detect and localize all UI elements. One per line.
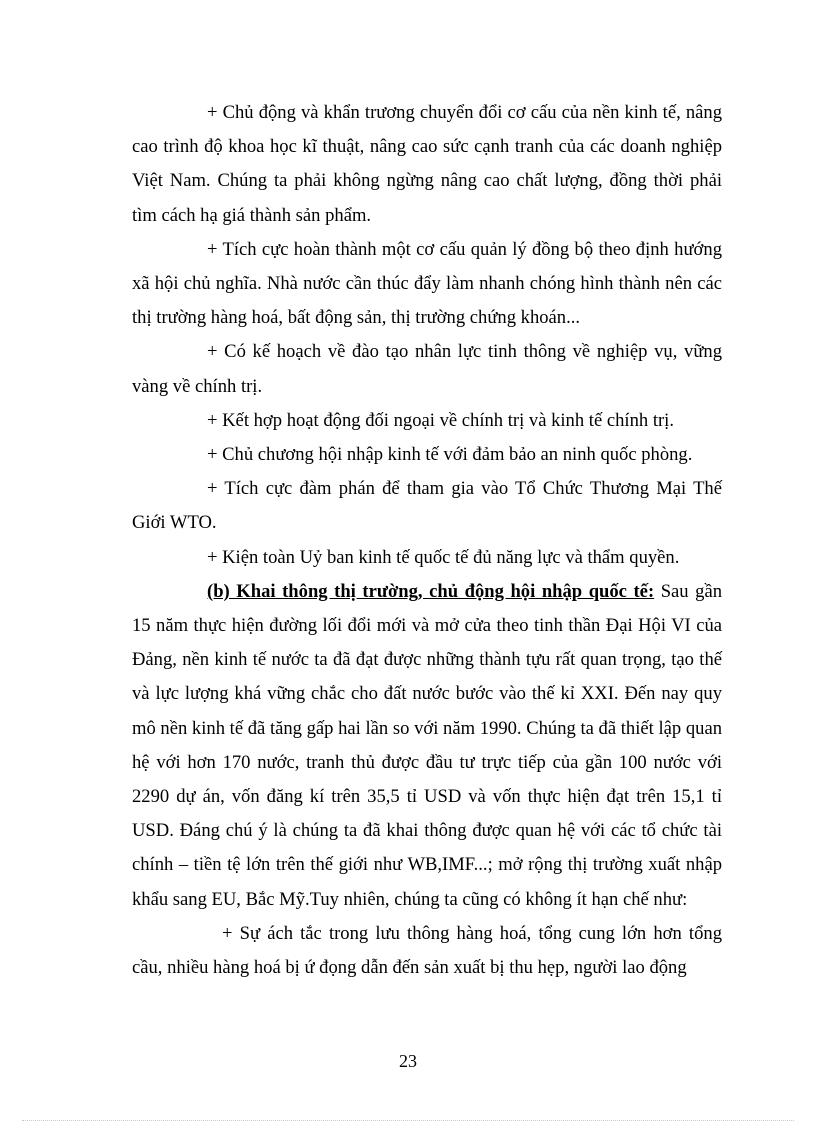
bullet-paragraph-6: + Tích cực đàm phán để tham gia vào Tổ Chức Thương Mại Thế Giới WTO. — [132, 478, 722, 534]
bullet-paragraph-2: + Tích cực hoàn thành một cơ cấu quản lý đồng bộ theo định hướng xã hội chủ nghĩa. Nhà nước cần thúc đẩy làm nhanh chóng hình thành nên các thị trường hàng hoá, bất động sản, thị trường chứng khoán... — [132, 238, 722, 329]
bullet-paragraph-3: + Có kế hoạch về đào tạo nhân lực tinh thông về nghiệp vụ, vững vàng về chính trị. — [132, 341, 722, 397]
section-body: Sau gần 15 năm thực hiện đường lối đổi mới và mở cửa theo tinh thần Đại Hội VI của Đảng, nền kinh tế nước ta đã đạt được những thành tựu rất quan trọng, tạo thế và lực lượng khá vững chắc cho đất nước bước vào thế kỉ XXI. Đến nay quy mô nền kinh tế đã tăng gấp hai lần so với năm 1990. Chúng ta đã thiết lập quan hệ với hơn 170 nước, tranh thủ được đầu tư trực tiếp của gần 100 nước với 2290 dự án, vốn đăng kí trên 35,5 tỉ USD và vốn thực hiện đạt trên 15,1 tỉ USD. Đáng chú ý là chúng ta đã khai thông được quan hệ với các tổ chức tài chính – tiền tệ lớn trên thế giới như WB,IMF...; mở rộng thị trường xuất nhập khẩu sang EU, Bắc Mỹ.Tuy nhiên, chúng ta cũng có không ít hạn chế như: — [132, 580, 722, 910]
bullet-paragraph-7: + Kiện toàn Uỷ ban kinh tế quốc tế đủ năng lực và thẩm quyền. — [207, 546, 680, 568]
page-number: 23 — [399, 1051, 417, 1071]
bullet-paragraph-5: + Chủ chương hội nhập kinh tế với đảm bảo an ninh quốc phòng. — [207, 444, 693, 466]
bullet-paragraph-1: + Chủ động và khẩn trương chuyển đổi cơ cấu của nền kinh tế, nâng cao trình độ khoa học kĩ thuật, nâng cao sức cạnh tranh của các doanh nghiệp Việt Nam. Chúng ta phải không ngừng nâng cao chất lượng, đồng thời phải tìm cách hạ giá thành sản phẩm. — [132, 102, 722, 226]
bullet-paragraph-4: + Kết hợp hoạt động đối ngoại về chính trị và kinh tế chính trị. — [207, 409, 674, 431]
section-paragraph — [132, 575, 722, 917]
footer-divider — [22, 1120, 794, 1121]
bullet-paragraph-8: + Sự ách tắc trong lưu thông hàng hoá, tổng cung lớn hơn tổng cầu, nhiều hàng hoá bị ứ đọng dẫn đến sản xuất bị thu hẹp, người lao động — [132, 922, 722, 979]
body-text — [132, 96, 722, 985]
section-heading: (b) Khai thông thị trường, chủ động hội nhập quốc tế: — [207, 580, 655, 602]
